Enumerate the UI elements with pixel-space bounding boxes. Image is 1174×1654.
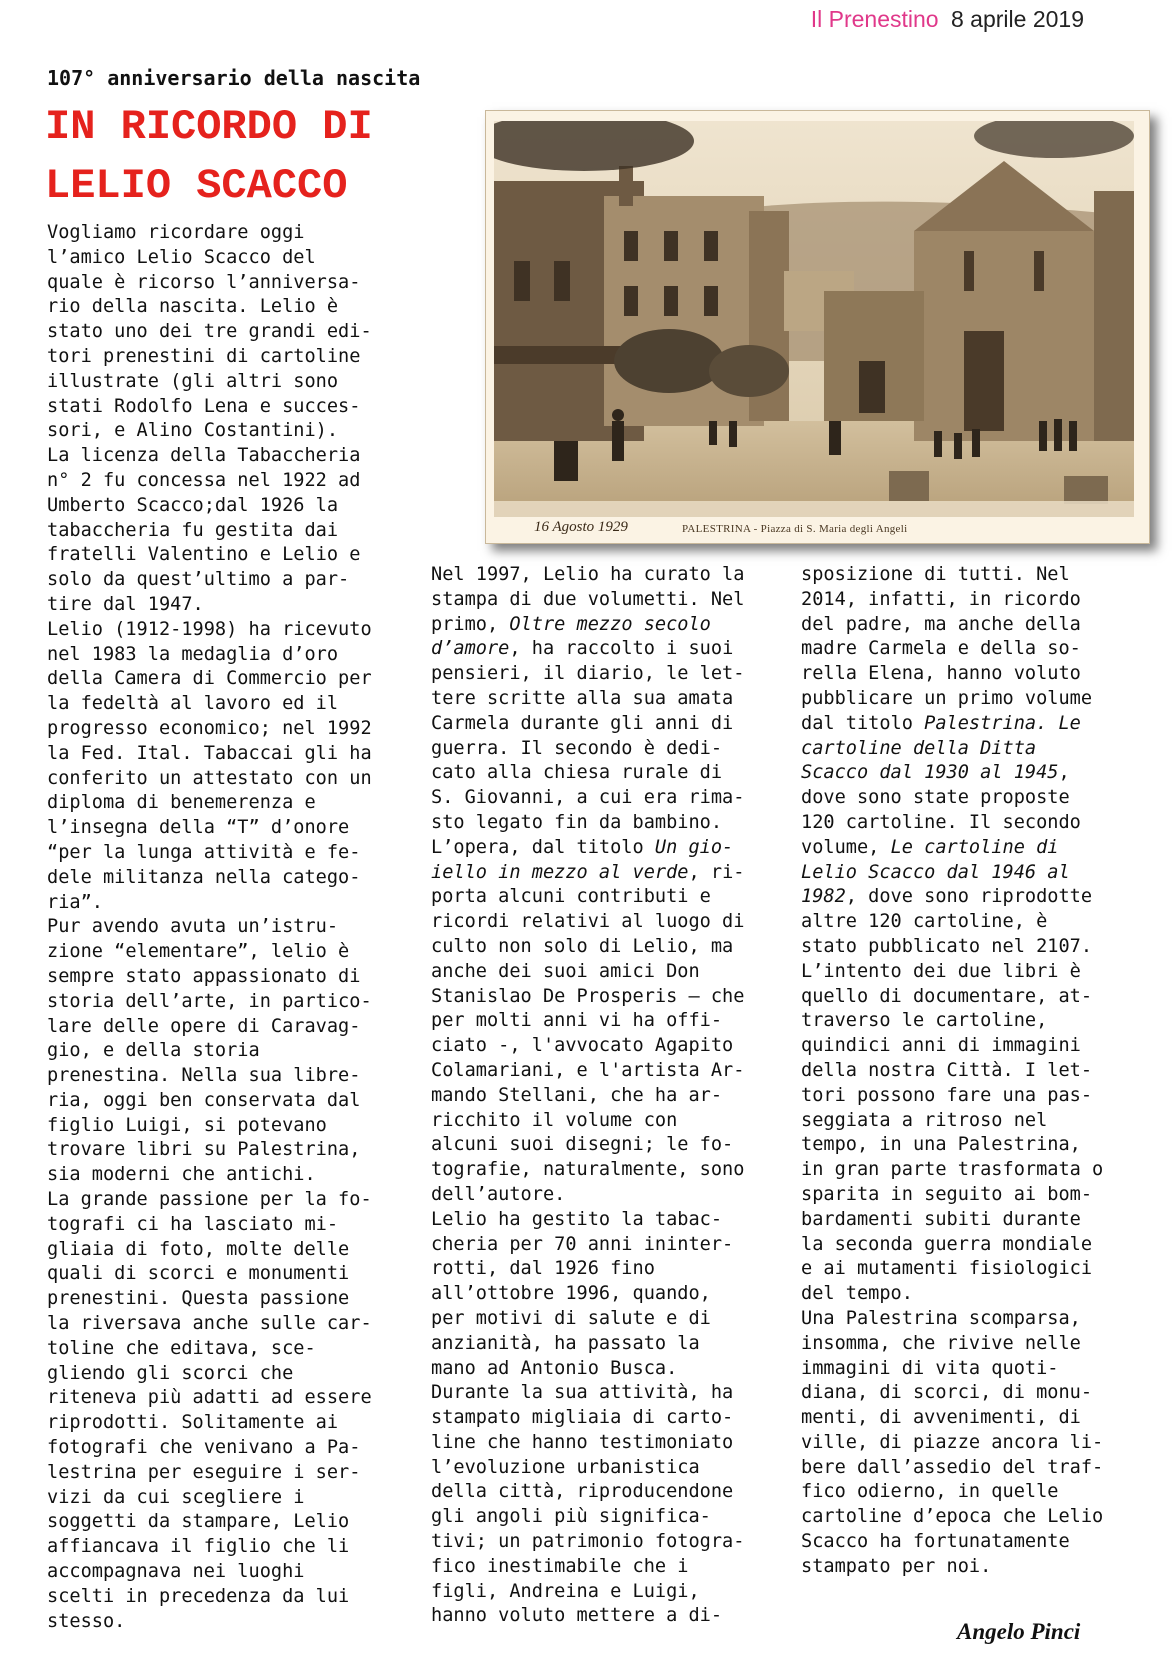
article-line: Lelio (1912-1998) ha ricevuto xyxy=(47,618,372,640)
article-line: soggetti da stampare, Lelio xyxy=(47,1511,350,1533)
article-line: della città, riproducendone xyxy=(431,1481,734,1503)
article-line: altre 120 cartoline, è xyxy=(801,911,1048,933)
article-line: zione “elementare”, lelio è xyxy=(47,941,350,963)
article-line: gliendo gli scorci che xyxy=(47,1362,294,1384)
article-line: Carmela durante gli anni di xyxy=(431,712,734,734)
article-line: L’opera, dal titolo Un gio- xyxy=(431,836,734,858)
article-line: conferito un attestato con un xyxy=(47,767,372,789)
article-line: madre Carmela e della so- xyxy=(801,638,1081,660)
article-line: stati Rodolfo Lena e succes- xyxy=(47,395,361,417)
article-line: alcuni suoi disegni; le fo- xyxy=(431,1134,734,1156)
article-line: quindici anni di immagini xyxy=(801,1035,1081,1057)
issue-date: 8 aprile 2019 xyxy=(951,6,1084,32)
article-line: “per la lunga attività e fe- xyxy=(47,841,361,863)
article-line: della Camera di Commercio per xyxy=(47,668,372,690)
article-line: nel 1983 la medaglia d’oro xyxy=(47,643,339,665)
article-line: sori, e Alino Costantini). xyxy=(47,420,339,442)
article-line: immagini di vita quoti- xyxy=(801,1357,1059,1379)
article-line: 120 cartoline. Il secondo xyxy=(801,811,1081,833)
article-line: fratelli Valentino e Lelio e xyxy=(47,544,361,566)
article-line: del tempo. xyxy=(801,1283,913,1305)
article-line: fico inestimabile che i xyxy=(431,1555,689,1577)
article-line: scelti in precedenza da lui xyxy=(47,1585,350,1607)
article-line: ville, di piazze ancora li- xyxy=(801,1431,1104,1453)
article-line: seggiata a ritroso nel xyxy=(801,1109,1048,1131)
article-line: tire dal 1947. xyxy=(47,593,204,615)
article-line: pubblicare un primo volume xyxy=(801,687,1093,709)
photo-printed-caption: PALESTRINA - Piazza di S. Maria degli Angeli xyxy=(682,523,908,535)
article-line: l’evoluzione urbanistica xyxy=(431,1456,700,1478)
article-line: fotografi che venivano a Pa- xyxy=(47,1437,361,1459)
article-line: Stanislao De Prosperis – che xyxy=(431,985,745,1007)
article-line: line che hanno testimoniato xyxy=(431,1431,734,1453)
article-line: Vogliamo ricordare oggi xyxy=(47,222,305,243)
article-line: Colamariani, e l'artista Ar- xyxy=(431,1059,745,1081)
article-line: tivi; un patrimonio fotogra- xyxy=(431,1531,745,1553)
article-line: n° 2 fu concessa nel 1922 ad xyxy=(47,469,361,491)
article-headline xyxy=(45,98,465,216)
article-column-1 xyxy=(47,221,417,1634)
article-column-3 xyxy=(801,563,1161,1580)
article-line: Umberto Scacco;dal 1926 la xyxy=(47,494,339,516)
article-line: vizi da cui scegliere i xyxy=(47,1486,305,1508)
article-line: iello in mezzo al verde, ri- xyxy=(431,861,745,883)
article-line: della nostra Città. I let- xyxy=(801,1059,1093,1081)
article-line: Lelio Scacco dal 1946 al xyxy=(801,861,1070,883)
article-line: Durante la sua attività, ha xyxy=(431,1382,734,1404)
article-line: d’amore, ha raccolto i suoi xyxy=(431,638,734,660)
article-line: ricordi relativi al luogo di xyxy=(431,911,745,933)
vintage-postcard-photo xyxy=(485,110,1150,544)
newspaper-name: Il Prenestino xyxy=(810,6,939,32)
article-line: accompagnava nei luoghi xyxy=(47,1561,305,1583)
article-line: cartoline d’epoca che Lelio xyxy=(801,1506,1104,1528)
article-line: lestrina per eseguire i ser- xyxy=(47,1461,361,1483)
article-line: La licenza della Tabaccheria xyxy=(47,445,361,467)
article-line: 1982, dove sono riprodotte xyxy=(801,886,1093,908)
article-line: la riversava anche sulle car- xyxy=(47,1313,372,1335)
article-line: l’insegna della “T” d’onore xyxy=(47,817,350,839)
article-line: per molti anni vi ha offi- xyxy=(431,1010,723,1032)
article-line: quali di scorci e monumenti xyxy=(47,1263,350,1285)
article-line: stampato migliaia di carto- xyxy=(431,1407,734,1429)
piazza-photo-image xyxy=(494,121,1134,517)
article-line: 2014, infatti, in ricordo xyxy=(801,588,1081,610)
article-line: dove sono state proposte xyxy=(801,787,1070,809)
article-line: toline che editava, sce- xyxy=(47,1337,316,1359)
article-kicker: 107° anniversario della nascita xyxy=(47,66,421,90)
headline-line-1: IN RICORDO DI xyxy=(45,103,373,151)
article-line: rella Elena, hanno voluto xyxy=(801,663,1081,685)
article-line: primo, Oltre mezzo secolo xyxy=(431,613,711,635)
article-line: tori prenestini di cartoline xyxy=(47,345,361,367)
article-line: bere dall’assedio del traf- xyxy=(801,1456,1104,1478)
page-header xyxy=(811,6,1084,33)
article-line: all’ottobre 1996, quando, xyxy=(431,1283,711,1305)
article-line: L’intento dei due libri è xyxy=(801,960,1081,982)
article-line: riteneva più adatti ad essere xyxy=(47,1387,372,1409)
article-line: cheria per 70 anni ininter- xyxy=(431,1233,734,1255)
article-line: l’amico Lelio Scacco del xyxy=(47,246,316,268)
article-line: per motivi di salute e di xyxy=(431,1307,711,1329)
article-line: stato pubblicato nel 2107. xyxy=(801,935,1093,957)
article-line: figlio Luigi, si potevano xyxy=(47,1114,327,1136)
article-line: anzianità, ha passato la xyxy=(431,1332,700,1354)
article-line: cato alla chiesa rurale di xyxy=(431,762,723,784)
article-line: la Fed. Ital. Tabaccai gli ha xyxy=(47,742,372,764)
article-line: Lelio ha gestito la tabac- xyxy=(431,1208,723,1230)
article-line: Pur avendo avuta un’istru- xyxy=(47,916,339,938)
article-line: gio, e della storia xyxy=(47,1040,260,1062)
article-line: stesso. xyxy=(47,1610,126,1632)
article-line: cartoline della Ditta xyxy=(801,737,1037,759)
article-line: porta alcuni contributi e xyxy=(431,886,711,908)
article-line: hanno voluto mettere a di- xyxy=(431,1605,723,1627)
article-line: trovare libri su Palestrina, xyxy=(47,1139,361,1161)
article-line: sia moderni che antichi. xyxy=(47,1164,316,1186)
article-line: La grande passione per la fo- xyxy=(47,1189,372,1211)
article-line: fico odierno, in quelle xyxy=(801,1481,1059,1503)
article-line: quale è ricorso l’anniversa- xyxy=(47,271,361,293)
article-line: ria”. xyxy=(47,891,103,913)
article-line: mando Stellani, che ha ar- xyxy=(431,1084,723,1106)
article-line: riprodotti. Solitamente ai xyxy=(47,1412,339,1434)
article-line: la seconda guerra mondiale xyxy=(801,1233,1093,1255)
article-line: S. Giovanni, a cui era rima- xyxy=(431,787,745,809)
article-line: guerra. Il secondo è dedi- xyxy=(431,737,723,759)
article-line: storia dell’arte, in partico- xyxy=(47,990,372,1012)
article-line: tori possono fare una pas- xyxy=(801,1084,1093,1106)
article-line: diana, di scorci, di monu- xyxy=(801,1382,1093,1404)
article-line: dell’autore. xyxy=(431,1183,566,1205)
article-column-2 xyxy=(431,563,789,1629)
article-line: ricchito il volume con xyxy=(431,1109,678,1131)
article-line: stampato per noi. xyxy=(801,1555,992,1577)
article-line: gli angoli più significa- xyxy=(431,1506,711,1528)
article-line: in gran parte trasformata o xyxy=(801,1159,1104,1181)
article-line: tografie, naturalmente, sono xyxy=(431,1159,745,1181)
photo-handwritten-date: 16 Agosto 1929 xyxy=(534,519,628,535)
article-line: menti, di avvenimenti, di xyxy=(801,1407,1081,1429)
article-line: sposizione di tutti. Nel xyxy=(801,564,1070,585)
article-line: dele militanza nella catego- xyxy=(47,866,361,888)
article-line: bardamenti subiti durante xyxy=(801,1208,1081,1230)
article-line: rotti, dal 1926 fino xyxy=(431,1258,655,1280)
article-line: prenestini. Questa passione xyxy=(47,1288,350,1310)
article-line: tempo, in una Palestrina, xyxy=(801,1134,1081,1156)
article-line: quello di documentare, at- xyxy=(801,985,1093,1007)
article-line: tere scritte alla sua amata xyxy=(431,687,734,709)
article-line: solo da quest’ultimo a par- xyxy=(47,569,350,591)
article-line: anche dei suoi amici Don xyxy=(431,960,700,982)
article-line: Scacco ha fortunatamente xyxy=(801,1531,1070,1553)
article-line: progresso economico; nel 1992 xyxy=(47,717,372,739)
article-line: Una Palestrina scomparsa, xyxy=(801,1307,1081,1329)
article-line: del padre, ma anche della xyxy=(801,613,1081,635)
article-line: dal titolo Palestrina. Le xyxy=(801,712,1081,734)
article-line: sempre stato appassionato di xyxy=(47,965,361,987)
article-line: la fedeltà al lavoro ed il xyxy=(47,693,339,715)
article-line: Scacco dal 1930 al 1945, xyxy=(801,762,1070,784)
article-line: illustrate (gli altri sono xyxy=(47,370,339,392)
article-line: ciato -, l'avvocato Agapito xyxy=(431,1035,734,1057)
article-line: sto legato fin da bambino. xyxy=(431,811,723,833)
article-line: tabaccheria fu gestita dai xyxy=(47,519,339,541)
article-line: affiancava il figlio che li xyxy=(47,1536,350,1558)
article-line: mano ad Antonio Busca. xyxy=(431,1357,678,1379)
article-line: figli, Andreina e Luigi, xyxy=(431,1580,700,1602)
article-line: stampa di due volumetti. Nel xyxy=(431,588,745,610)
article-line: diploma di benemerenza e xyxy=(47,792,316,814)
article-line: stato uno dei tre grandi edi- xyxy=(47,321,372,343)
article-line: pensieri, il diario, le let- xyxy=(431,663,745,685)
article-line: traverso le cartoline, xyxy=(801,1010,1048,1032)
article-line: lare delle opere di Caravag- xyxy=(47,1015,361,1037)
article-line: sparita in seguito ai bom- xyxy=(801,1183,1093,1205)
article-line: volume, Le cartoline di xyxy=(801,836,1059,858)
article-line: gliaia di foto, molte delle xyxy=(47,1238,350,1260)
article-line: tografi ci ha lasciato mi- xyxy=(47,1213,339,1235)
article-line: ria, oggi ben conservata dal xyxy=(47,1089,361,1111)
article-line: rio della nascita. Lelio è xyxy=(47,296,339,318)
article-line: e ai mutamenti fisiologici xyxy=(801,1258,1093,1280)
headline-line-2: LELIO SCACCO xyxy=(45,162,348,210)
article-line: prenestina. Nella sua libre- xyxy=(47,1065,361,1087)
article-line: Nel 1997, Lelio ha curato la xyxy=(431,564,745,585)
author-signature: Angelo Pinci xyxy=(957,1619,1081,1644)
article-line: culto non solo di Lelio, ma xyxy=(431,935,734,957)
article-line: insomma, che rivive nelle xyxy=(801,1332,1081,1354)
